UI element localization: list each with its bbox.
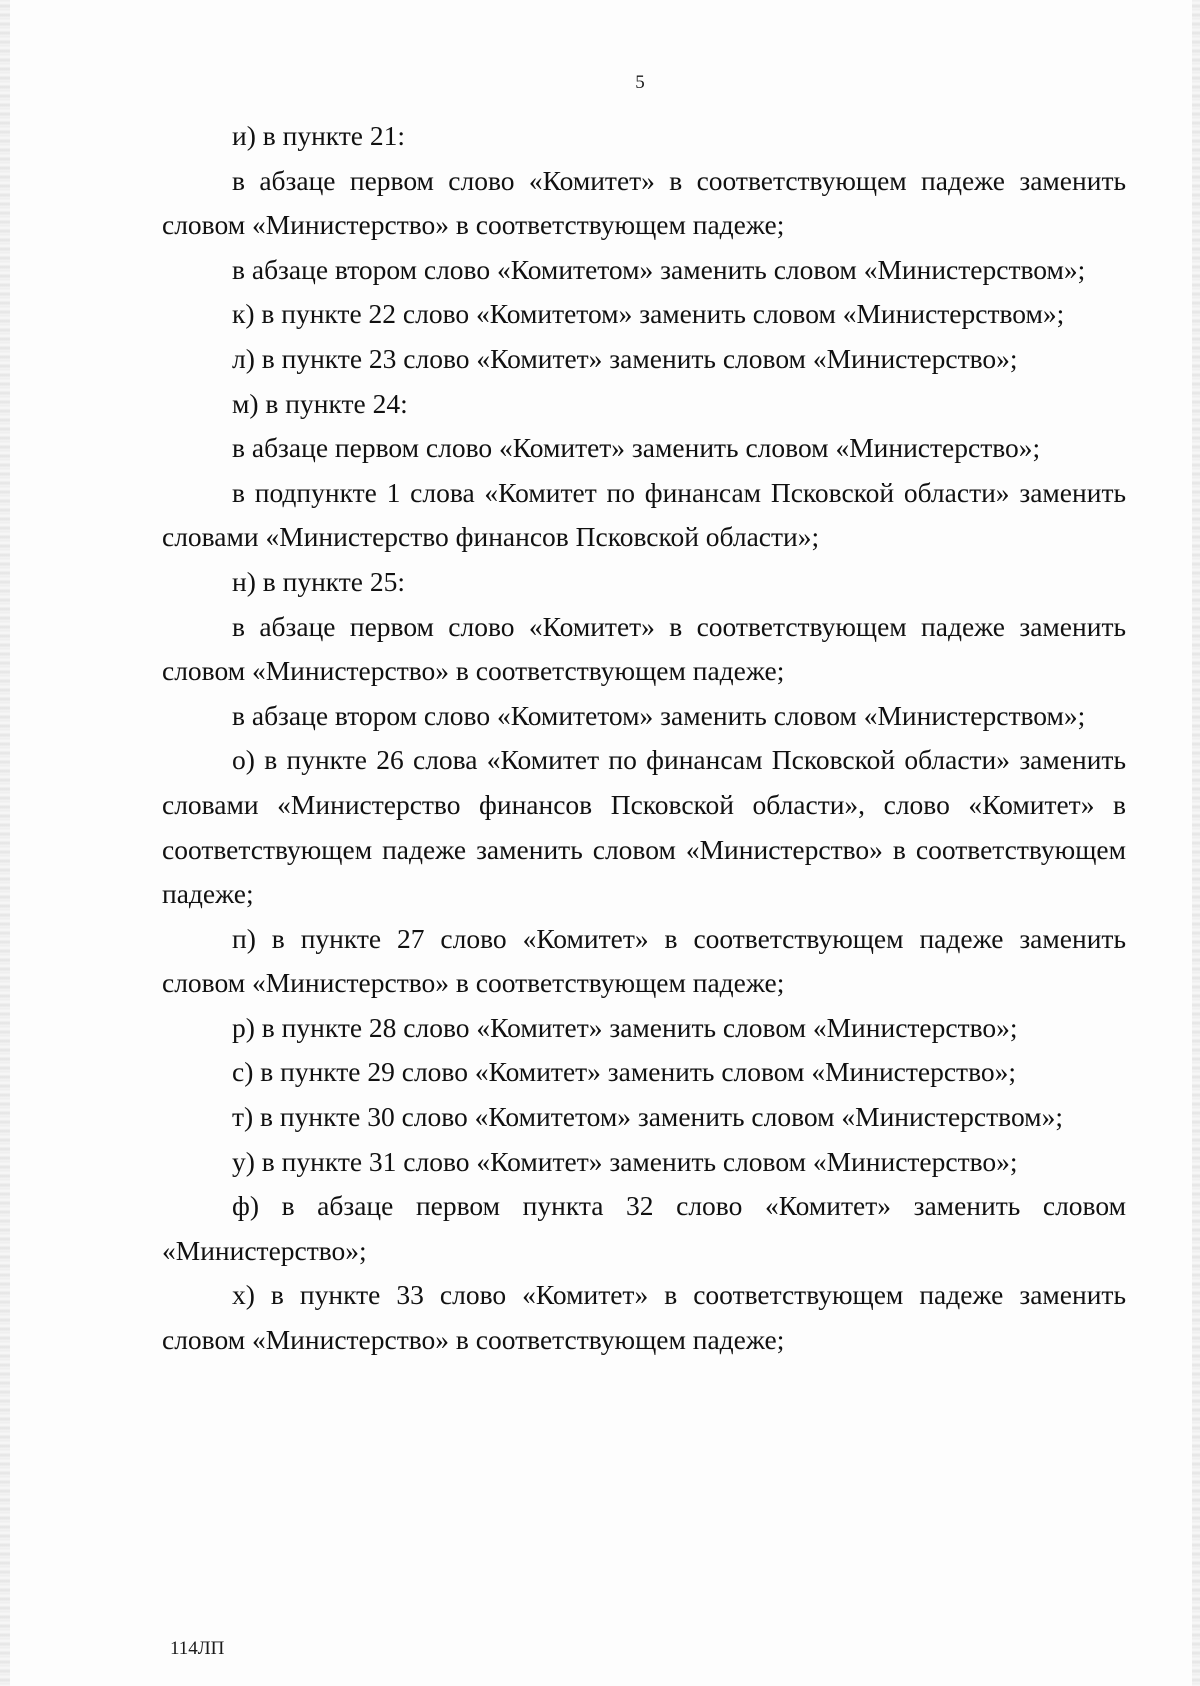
paragraph-item-o: о) в пункте 26 слова «Комитет по финансам Псковской области» заменить словами «Министерство финансов Псковской области», слово «Комитет» в соответствующем падеже заменить словом «Министерство» в соответствующем падеже; <box>162 744 1126 910</box>
paragraph: в абзаце первом слово «Комитет» в соответствующем падеже заменить словом «Министерство» в соответствующем падеже; <box>162 164 1126 241</box>
paragraph-item-kh: х) в пункте 33 слово «Комитет» в соответствующем падеже заменить словом «Министерство» в соответствующем падеже; <box>162 1279 1126 1356</box>
paragraph-item-i: и) в пункте 21: <box>232 120 406 151</box>
paragraph-item-r: р) в пункте 28 слово «Комитет» заменить словом «Министерство»; <box>232 1011 1018 1043</box>
paragraph: в абзаце втором слово «Комитетом» заменить словом «Министерством»; <box>232 253 1086 285</box>
paragraph-item-l: л) в пункте 23 слово «Комитет» заменить словом «Министерство»; <box>232 342 1018 374</box>
document-body <box>162 114 1126 1363</box>
paragraph-item-f: ф) в абзаце первом пункта 32 слово «Комитет» заменить словом «Министерство»; <box>162 1190 1126 1266</box>
paragraph-item-t: т) в пункте 30 слово «Комитетом» заменить словом «Министерством»; <box>232 1101 1063 1133</box>
paragraph-item-n: н) в пункте 25: <box>232 565 406 597</box>
paragraph: в абзаце первом слово «Комитет» в соответствующем падеже заменить словом «Министерство» в соответствующем падеже; <box>162 610 1126 687</box>
paragraph: в абзаце втором слово «Комитетом» заменить словом «Министерством»; <box>232 699 1086 731</box>
page-number: 5 <box>635 72 645 93</box>
paragraph-item-u: у) в пункте 31 слово «Комитет» заменить словом «Министерство»; <box>232 1145 1018 1177</box>
paragraph-item-k: к) в пункте 22 слово «Комитетом» заменить словом «Министерством»; <box>232 298 1065 330</box>
paragraph-item-p: п) в пункте 27 слово «Комитет» в соответствующем падеже заменить словом «Министерство» в соответствующем падеже; <box>162 922 1126 999</box>
paragraph: в подпункте 1 слова «Комитет по финансам Псковской области» заменить словами «Министерство финансов Псковской области»; <box>162 476 1126 553</box>
paragraph-item-s: с) в пункте 29 слово «Комитет» заменить словом «Министерство»; <box>232 1056 1017 1088</box>
paragraph: в абзаце первом слово «Комитет» заменить словом «Министерство»; <box>232 432 1041 464</box>
document-code: 114ЛП <box>170 1638 225 1659</box>
scan-right-edge <box>1192 0 1200 1686</box>
paragraph-item-m: м) в пункте 24: <box>232 387 408 419</box>
scan-left-edge <box>0 0 10 1686</box>
